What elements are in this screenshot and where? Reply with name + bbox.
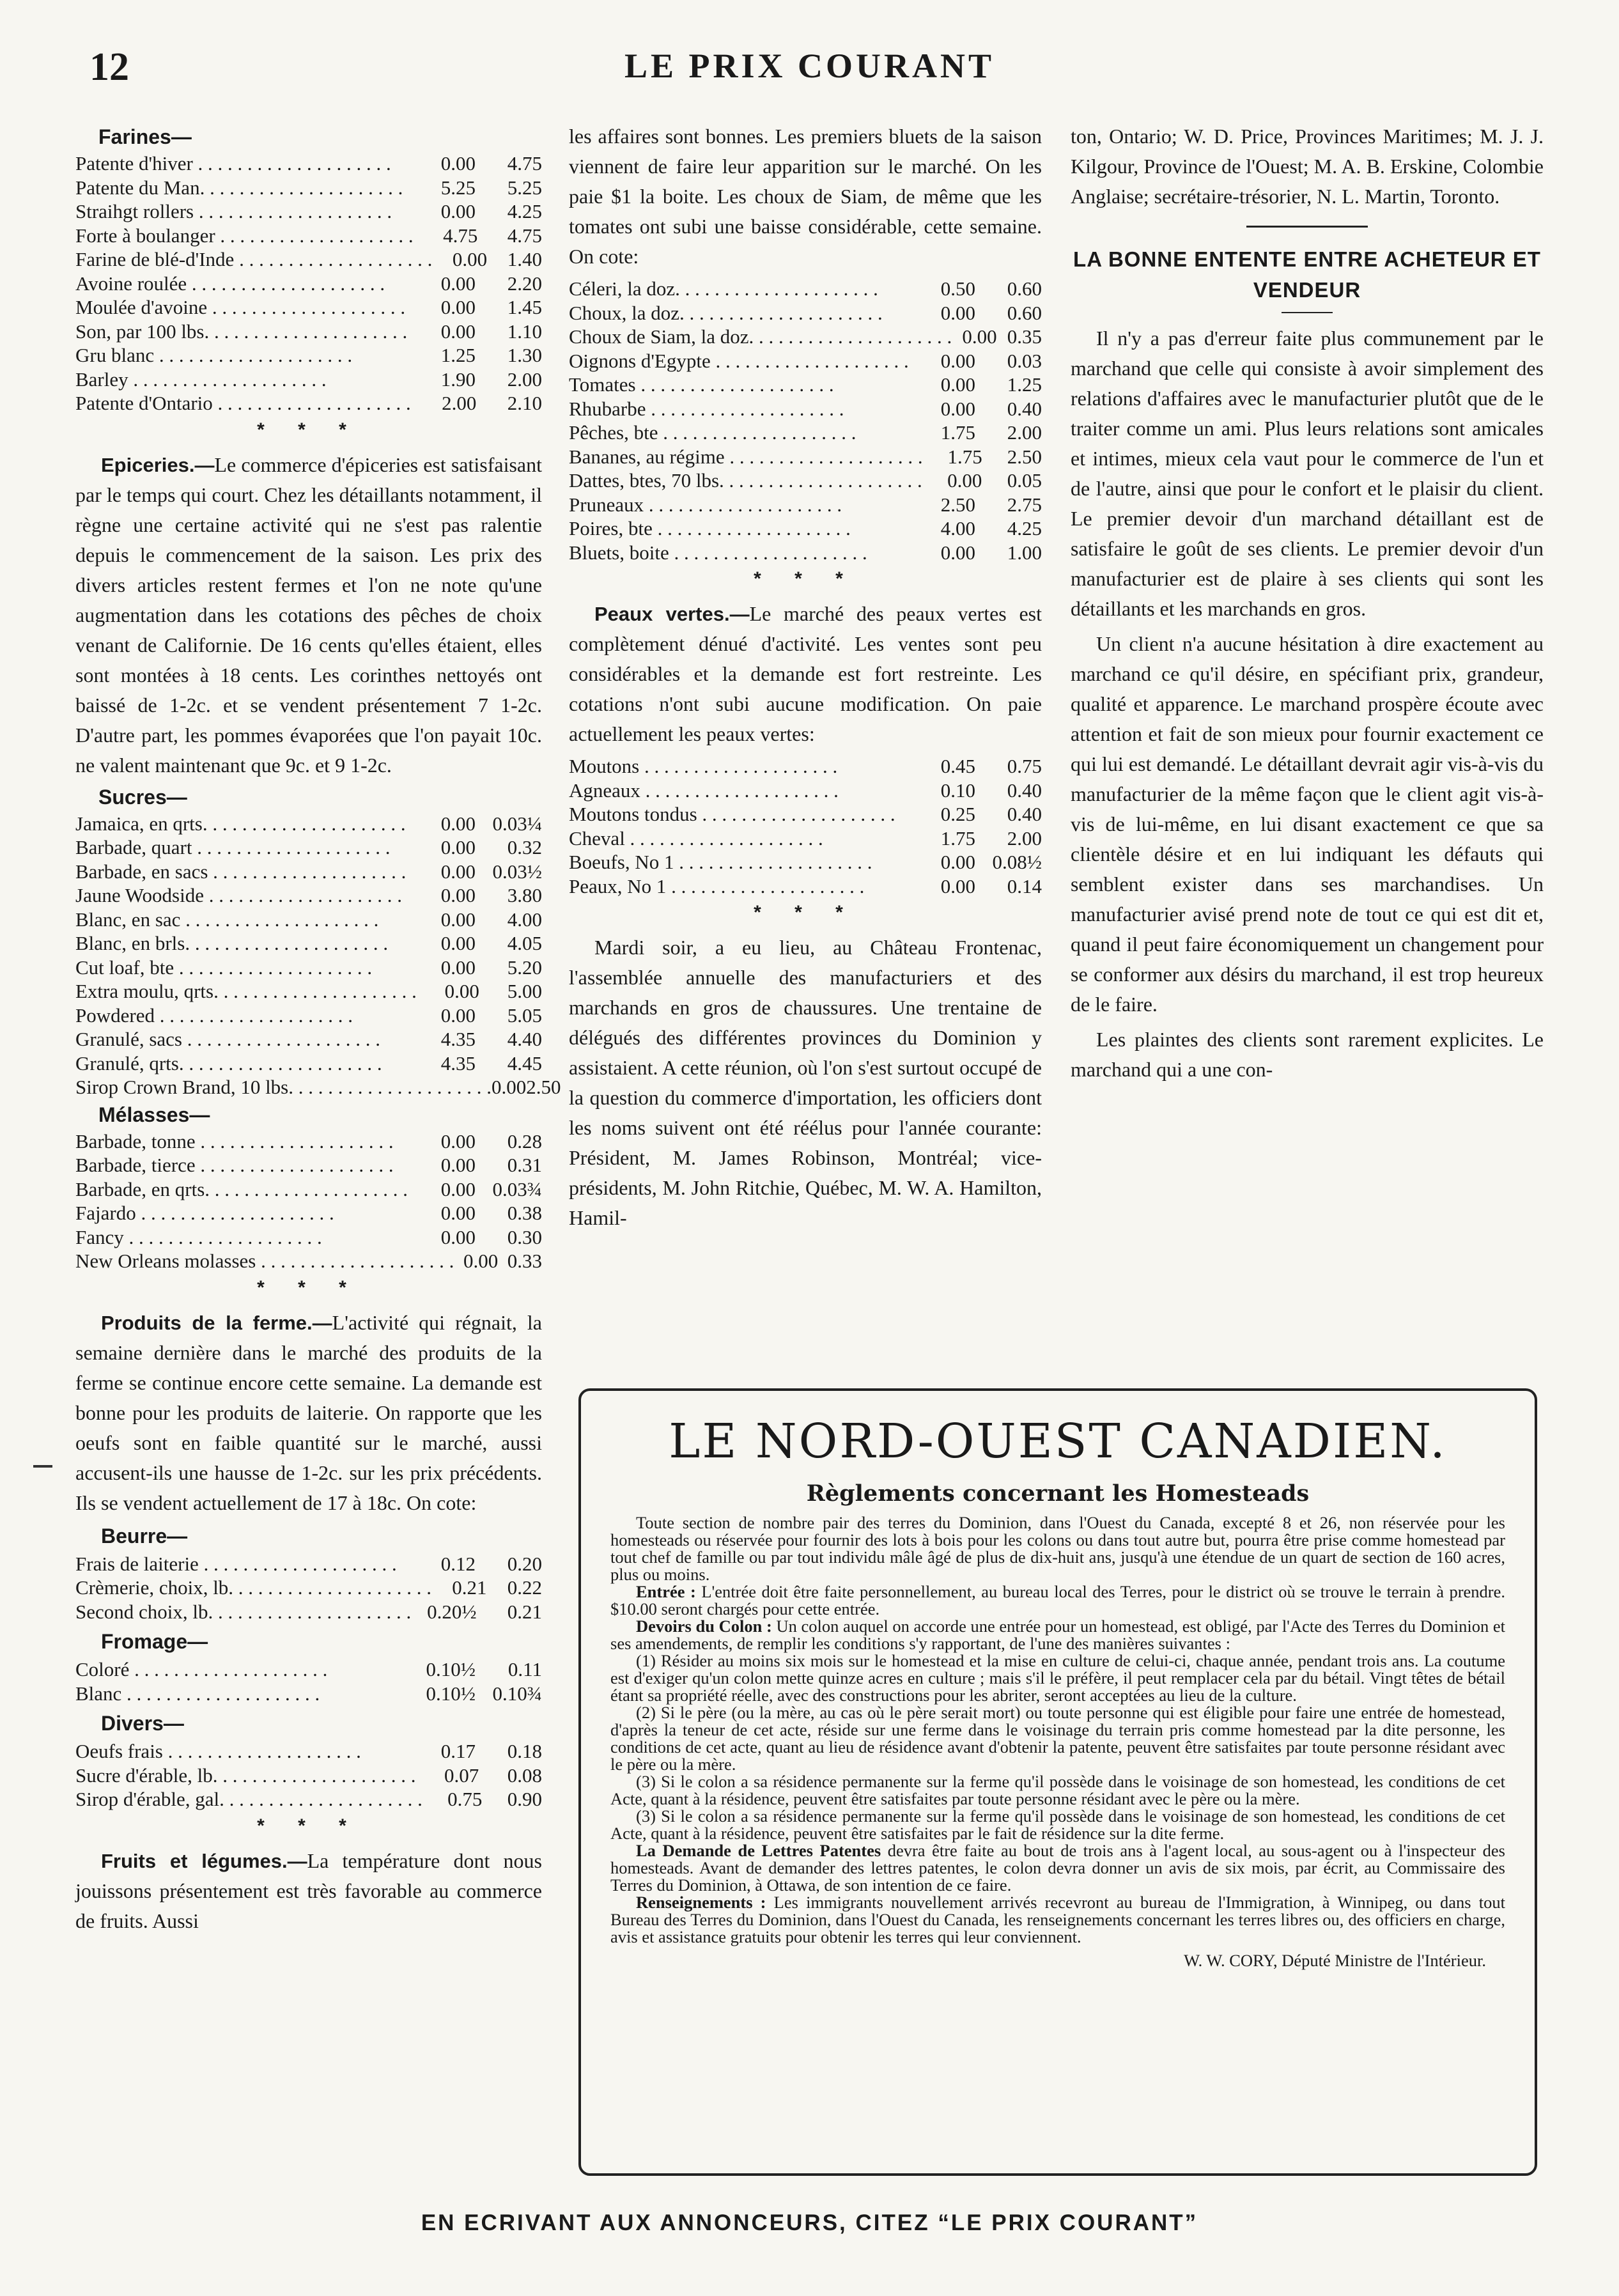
- item-label: Powdered . . . . . . . . . . . . . . . . . . . .: [75, 1004, 353, 1027]
- price-high: 4.25: [507, 200, 542, 222]
- price-low: 0.00: [440, 1177, 476, 1200]
- notice-item-1: (1) Résider au moins six mois sur le homestead et la mise en culture de celui-ci, chaque année, pendant trois ans. La coutume est d'exiger qu'un colon mette quinze acres en culture ; mais s'il le préfère, il peut remplacer cela par du bétail. Vingt têtes de bétail étant sa propriété réelle, avec des constructions pour les abriter, seront acceptées au lieu de la culture.: [610, 1651, 1505, 1705]
- item-label: Sirop d'érable, gal. . . . . . . . . . . . . . . . . . . . .: [75, 1788, 422, 1810]
- item-label: Coloré . . . . . . . . . . . . . . . . . . . .: [75, 1658, 328, 1680]
- price-high: 2.10: [507, 392, 542, 414]
- separator: * * *: [257, 419, 360, 440]
- homestead-notice-box: [578, 1388, 1537, 2176]
- price-high: 2.50: [1007, 445, 1042, 468]
- price-row: [569, 493, 1042, 517]
- price-low: 1.90: [440, 368, 476, 391]
- price-low: 0.00: [940, 301, 975, 324]
- price-row: [75, 1600, 542, 1624]
- price-low: 0.17: [440, 1740, 476, 1762]
- price-row: [569, 349, 1042, 373]
- price-row: [75, 1576, 542, 1600]
- price-row: [569, 397, 1042, 421]
- price-low: 0.00: [440, 812, 476, 835]
- price-row: [569, 754, 1042, 779]
- paragraph-text: La température dont nous jouissons présentement est très favorable au commerce de fruits. Aussi: [75, 1849, 543, 1932]
- item-label: Forte à boulanger . . . . . . . . . . . . . . . . . . . .: [75, 224, 414, 247]
- price-high: 4.75: [507, 224, 542, 247]
- item-label: Patente d'hiver . . . . . . . . . . . . . . . . . . . .: [75, 152, 391, 175]
- price-row: [75, 368, 542, 392]
- price-row: [75, 1004, 542, 1028]
- price-low: 1.75: [947, 445, 982, 468]
- price-high: 0.90: [507, 1788, 542, 1810]
- price-low: 0.20½: [427, 1600, 477, 1623]
- margin-mark: [33, 1465, 52, 1468]
- price-low: 0.00: [463, 1250, 499, 1272]
- price-high: 0.38: [507, 1202, 542, 1224]
- price-high: 0.11: [507, 1658, 542, 1680]
- item-label: Extra moulu, qrts. . . . . . . . . . . . . . . . . . . . .: [75, 980, 417, 1002]
- price-high: 1.25: [1007, 373, 1042, 396]
- item-label: Oignons d'Egypte . . . . . . . . . . . . . . . . . . . .: [569, 349, 909, 372]
- notice-text: devra être faite au bout de trois ans à l'agent local, au sous-agent ou à l'inspecteur des homesteads. Avant de demander des lettres patentes, le colon devra donner un avis de six mois, par écrit, au Commissaire des Terres du Dominion, à Ottawa, de son intention de ce faire.: [610, 1841, 1505, 1895]
- item-label: Boeufs, No 1 . . . . . . . . . . . . . . . . . . . .: [569, 851, 872, 873]
- price-row: [75, 860, 542, 884]
- column-3: [1071, 121, 1544, 1090]
- price-low: 0.45: [940, 755, 975, 777]
- item-label: Jaune Woodside . . . . . . . . . . . . . . . . . . . .: [75, 884, 402, 906]
- price-low: 0.00: [440, 908, 476, 931]
- item-label: Sucre d'érable, lb. . . . . . . . . . . . . . . . . . . . .: [75, 1764, 416, 1787]
- price-high: 4.25: [1007, 517, 1042, 539]
- price-low: 0.00: [440, 860, 476, 883]
- price-row: [75, 1657, 542, 1682]
- price-low: 0.00: [440, 1004, 476, 1027]
- price-row: [75, 151, 542, 176]
- price-low: 0.00: [440, 884, 476, 906]
- price-row: [569, 277, 1042, 301]
- price-high: 0.03¾: [492, 1177, 542, 1200]
- item-label: Avoine roulée . . . . . . . . . . . . . . . . . . . .: [75, 272, 385, 295]
- article-paragraph-2: Un client n'a aucune hésitation à dire exactement au marchand ce qu'il désire, en spécifiant prix, grandeur, qualité et apparence. Le marchand prospère écoute avec attention et fait de son mieux pour fournir exactement ce qui lui est demandé. Le détaillant devrait agir vis-à-vis du manufacturier de la même façon que le client agit vis-à-vis de lui-même, en lui disant exactement ce que sa clientèle désire et en lui indiquant les défauts qui semblent exister dans ses marchandises. Un manufacturier avisé prend note de tout ce qui est dit et, quand il peut faire économiquement un changement pour se conformer aux désirs du marchand, il est trop heureux de le faire.: [1071, 632, 1544, 1016]
- price-high: 0.31: [507, 1154, 542, 1176]
- price-row: [75, 320, 542, 344]
- item-label: Granulé, sacs . . . . . . . . . . . . . . . . . . . .: [75, 1028, 380, 1050]
- price-row: [75, 1129, 542, 1154]
- item-label: Moulée d'avoine . . . . . . . . . . . . . . . . . . . .: [75, 296, 406, 318]
- price-low: 0.00: [440, 1202, 476, 1224]
- price-high: 1.40: [507, 248, 542, 270]
- price-row: [75, 272, 542, 296]
- price-high: 0.40: [1007, 779, 1042, 802]
- paragraph-text: Le commerce d'épiceries est satisfaisant par le temps qui court. Chez les détaillants notamment, il règne une certaine activité qui ne s'est pas ralentie depuis le commencement de la saison. Les prix des divers articles restent fermes et l'on ne note qu'une augmentation dans les cotations des pêches de choix venant de Californie. De 16 cents qu'elles étaient, elles sont montées à 18 cents. Les corinthes nettoyés ont baissé de 1-2c. et se vendent présentement 7 1-2c. D'autre part, les pommes évaporées que l'on payait 10c. ne valent maintenant que 9c. et 9 1-2c.: [75, 453, 542, 777]
- item-label: Bananes, au régime . . . . . . . . . . . . . . . . . . . .: [569, 445, 923, 468]
- separator: * * *: [257, 1276, 360, 1298]
- price-low: 0.00: [452, 248, 488, 270]
- price-row: [75, 1764, 542, 1788]
- page-header: LE PRIX COURANT: [624, 47, 995, 85]
- price-table-farines: [75, 151, 542, 415]
- price-high: 2.00: [1007, 421, 1042, 444]
- price-row: [569, 541, 1042, 565]
- price-row: [75, 224, 542, 248]
- item-label: Cut loaf, bte . . . . . . . . . . . . . . . . . . . .: [75, 956, 373, 979]
- item-label: Crèmerie, choix, lb. . . . . . . . . . . . . . . . . . . . .: [75, 1576, 432, 1599]
- price-low: 0.75: [447, 1788, 483, 1810]
- item-label: Straihgt rollers . . . . . . . . . . . . . . . . . . . .: [75, 200, 392, 222]
- price-low: 0.00: [444, 980, 479, 1002]
- paragraph-fruits: [75, 1846, 542, 1936]
- price-table-peaux: [569, 754, 1042, 898]
- paragraph-text: Le marché des peaux vertes est complètement dénué d'activité. Les ventes sont peu considérables et la demande est fort restreinte. Les cotations n'ont subi aucune modification. On paie actuellement les peaux vertes:: [569, 602, 1042, 745]
- price-low: 2.00: [442, 392, 477, 414]
- notice-item-3a: (3) Si le colon a sa résidence permanente sur la ferme qu'il possède dans le voisinage de son homestead, les conditions de cet Acte, quant à la résidence, peuvent être satisfaites par toute personne résidant avec le père ou la mère.: [610, 1772, 1505, 1808]
- price-row: [75, 1027, 542, 1051]
- item-label: Blanc . . . . . . . . . . . . . . . . . . . .: [75, 1682, 320, 1705]
- notice-intro: Toute section de nombre pair des terres du Dominion, dans l'Ouest du Canada, excepté 8 et 26, non réservée pour les homesteads ou réservée pour fournir des lots à bois pour les colons ou dans tout autre but, pourra être prise comme homestead par tout chef de famille ou par tout individu mâle âgé de plus de dix-huit ans, jusqu'à une étendue de un quart de section de 160 acres, plus ou moins.: [610, 1513, 1505, 1584]
- price-row: [75, 295, 542, 320]
- price-row: [75, 979, 542, 1004]
- item-label: Bluets, boite . . . . . . . . . . . . . . . . . . . .: [569, 541, 867, 564]
- price-row: [75, 1201, 542, 1225]
- column-2: [569, 121, 1042, 1238]
- runin-title: Fruits et légumes.—: [101, 1849, 307, 1872]
- price-row: [569, 421, 1042, 445]
- price-low: 0.00: [940, 349, 975, 372]
- price-high: 0.03: [1007, 349, 1042, 372]
- item-label: Jamaica, en qrts. . . . . . . . . . . . . . . . . . . . .: [75, 812, 406, 835]
- price-high: 0.28: [507, 1129, 542, 1152]
- price-high: 0.30: [507, 1225, 542, 1248]
- page-footer: EN ECRIVANT AUX ANNONCEURS, CITEZ “LE PRIX COURANT”: [421, 2210, 1198, 2235]
- price-high: 0.33: [507, 1250, 542, 1272]
- section-title-divers: Divers—: [101, 1712, 184, 1735]
- item-label: Barbade, tierce . . . . . . . . . . . . . . . . . . . .: [75, 1154, 394, 1176]
- price-row: [569, 802, 1042, 826]
- price-low: 0.00: [940, 373, 975, 396]
- price-low: 0.00: [440, 956, 476, 979]
- item-label: Barbade, en qrts. . . . . . . . . . . . . . . . . . . . .: [75, 1177, 408, 1200]
- price-high: 0.35: [1007, 325, 1042, 348]
- paragraph-assemblee: Mardi soir, a eu lieu, au Château Frontenac, l'assemblée annuelle des manufacturiers et des marchands en gros de chaussures. Une trentaine de délégués des différentes provinces du Dominion y assistaient. A cette réunion, où l'on s'est surtout occupé de la question du commerce d'importation, les officiers dont les noms suivent ont été réélus pour l'année courante: Président, M. James Robinson, Montréal; vice-présidents, M. John Ritchie, Québec, M. W. A. Hamilton, Hamil-: [569, 936, 1042, 1229]
- column-1: [75, 121, 561, 1941]
- price-row: [569, 325, 1042, 349]
- price-low: 0.00: [940, 851, 975, 873]
- notice-renseignements: [610, 1894, 1505, 1946]
- price-high: 5.25: [507, 176, 542, 199]
- price-row: [75, 835, 542, 860]
- price-low: 0.00: [440, 272, 476, 295]
- price-low: 0.00: [440, 1129, 476, 1152]
- price-low: 0.00: [440, 320, 476, 343]
- price-low: 0.00: [962, 325, 997, 348]
- notice-label: Entrée :: [636, 1582, 696, 1601]
- price-high: 1.10: [507, 320, 542, 343]
- price-row: [75, 1787, 542, 1811]
- price-high: 4.00: [507, 908, 542, 931]
- notice-text: L'entrée doit être faite personnellement, au bureau local des Terres, pour le district où se trouve le terrain à prendre. $10.00 seront chargés pour cette entrée.: [610, 1582, 1506, 1618]
- section-title-melasses: Mélasses—: [98, 1103, 210, 1126]
- price-row: [75, 908, 542, 932]
- item-label: Choux, la doz. . . . . . . . . . . . . . . . . . . . .: [569, 301, 883, 324]
- notice-item-2: (2) Si le père (ou la mère, au cas où le père serait mort) ou toute personne qui est éligible pour faire une entrée de homestead, d'après la teneur de cet acte, réside sur une ferme dans le voisinage du terrain pris comme homestead par la dite personne, les conditions de cet acte, quant au lieu de résidence avant d'obtenir la patente, peuvent être satisfaites par toute personne résidant avec le père ou la mère.: [610, 1703, 1505, 1774]
- price-low: 4.35: [440, 1051, 476, 1074]
- price-low: 0.21: [452, 1576, 487, 1599]
- price-high: 4.75: [507, 152, 542, 175]
- price-high: 0.08: [507, 1764, 542, 1787]
- notice-label: La Demande de Lettres Patentes: [636, 1841, 881, 1860]
- price-low: 0.50: [940, 277, 975, 300]
- price-table-divers: [75, 1739, 542, 1811]
- notice-demande: [610, 1842, 1505, 1894]
- item-label: Fancy . . . . . . . . . . . . . . . . . . . .: [75, 1225, 322, 1248]
- article-paragraph-1: Il n'y a pas d'erreur faite plus communement par le marchand que celle qui consiste à avoir simplement des relations d'affaires avec le manufacturier plutôt que de le traiter comme un ami. Plus leurs relations sont amicales et intimes, mieux cela vaut pour le commerce de l'un et de l'autre, ainsi que pour le confort et le plaisir du client. Le premier devoir d'un marchand détaillant est de satisfaire le goût de ses clients. Le premier devoir d'un manufacturier est de plaire à ses clients qui sont les détaillants et les marchands en gros.: [1071, 327, 1544, 620]
- price-low: 0.00: [440, 152, 476, 175]
- price-low: 0.00: [440, 296, 476, 318]
- runin-title: Peaux vertes.—: [594, 603, 750, 625]
- article-paragraph-3: Les plaintes des clients sont rarement explicites. Le marchand qui a une con-: [1071, 1028, 1544, 1081]
- price-row: [569, 874, 1042, 899]
- section-title-fromage: Fromage—: [101, 1630, 208, 1653]
- price-row: [75, 1225, 542, 1250]
- price-row: [75, 883, 542, 908]
- price-high: 2.50: [526, 1076, 561, 1098]
- price-low: 0.10½: [426, 1682, 476, 1705]
- item-label: Pêches, bte . . . . . . . . . . . . . . . . . . . .: [569, 421, 856, 444]
- section-rule: [1246, 226, 1368, 228]
- notice-label: Renseignements :: [636, 1893, 766, 1912]
- price-row: [75, 176, 542, 200]
- price-high: 3.80: [507, 884, 542, 906]
- price-low: 0.00: [440, 1225, 476, 1248]
- price-row: [569, 301, 1042, 325]
- item-label: Fajardo . . . . . . . . . . . . . . . . . . . .: [75, 1202, 334, 1224]
- price-low: 0.25: [940, 803, 975, 825]
- price-table-sucres: [75, 812, 561, 1099]
- price-low: 0.00: [440, 1154, 476, 1176]
- price-row: [75, 1249, 542, 1273]
- item-label: Son, par 100 lbs. . . . . . . . . . . . . . . . . . . . .: [75, 320, 408, 343]
- paragraph-assemblee-continued: ton, Ontario; W. D. Price, Provinces Maritimes; M. J. J. Kilgour, Province de l'Ouest; M. A. B. Erskine, Colombie Anglaise; secrétaire-trésorier, N. L. Martin, Toronto.: [1071, 125, 1544, 208]
- item-label: Peaux, No 1 . . . . . . . . . . . . . . . . . . . .: [569, 874, 865, 897]
- item-label: Blanc, en brls. . . . . . . . . . . . . . . . . . . . .: [75, 932, 389, 954]
- price-high: 0.75: [1007, 755, 1042, 777]
- price-high: 5.20: [507, 956, 542, 979]
- price-row: [75, 1682, 542, 1706]
- price-low: 0.00: [940, 397, 975, 420]
- item-label: New Orleans molasses . . . . . . . . . . . . . . . . . . . .: [75, 1250, 454, 1272]
- price-high: 0.08½: [992, 851, 1042, 873]
- item-label: Tomates . . . . . . . . . . . . . . . . . . . .: [569, 373, 834, 396]
- price-high: 0.05: [1007, 469, 1042, 492]
- notice-entree: [610, 1583, 1505, 1618]
- title-rule: [1282, 312, 1333, 313]
- separator: * * *: [257, 1815, 360, 1836]
- price-high: 1.45: [507, 296, 542, 318]
- price-high: 0.40: [1007, 397, 1042, 420]
- price-high: 0.03½: [492, 860, 542, 883]
- price-low: 0.00: [940, 874, 975, 897]
- item-label: Barley . . . . . . . . . . . . . . . . . . . .: [75, 368, 327, 391]
- price-low: 1.75: [940, 421, 975, 444]
- price-row: [569, 469, 1042, 493]
- price-row: [75, 391, 542, 415]
- item-label: Patente du Man. . . . . . . . . . . . . . . . . . . . .: [75, 176, 403, 199]
- item-label: Dattes, btes, 70 lbs. . . . . . . . . . . . . . . . . . . . .: [569, 469, 922, 492]
- item-label: Oeufs frais . . . . . . . . . . . . . . . . . . . .: [75, 1740, 361, 1762]
- notice-text: Un colon auquel on accorde une entrée pour un homestead, est obligé, par l'Acte des Terres du Dominion et ses amendements, de remplir les conditions s'y rapportant, de l'une des manières suivantes :: [610, 1617, 1505, 1653]
- separator: * * *: [754, 902, 857, 923]
- price-row: [75, 1552, 542, 1576]
- notice-subtitle: Règlements concernant les Homesteads: [806, 1480, 1310, 1507]
- price-table-legumes: [569, 277, 1042, 564]
- price-high: 0.32: [507, 836, 542, 858]
- item-label: Moutons . . . . . . . . . . . . . . . . . . . .: [569, 755, 838, 777]
- notice-text: Les immigrants nouvellement arrivés recevront au bureau de l'Immigration, à Winnipeg, ou dans tout Bureau des Terres du Dominion, dans l'Ouest du Canada, les renseignements concernant les terres libres ou, des officiers en charge, avis et assistance gratuits pour obtenir les terres qui leur conviennent.: [610, 1893, 1505, 1946]
- price-low: 0.00: [492, 1076, 527, 1098]
- notice-devoirs: [610, 1618, 1505, 1652]
- price-high: 0.18: [507, 1740, 542, 1762]
- item-label: Agneaux . . . . . . . . . . . . . . . . . . . .: [569, 779, 839, 802]
- item-label: Farine de blé-d'Inde . . . . . . . . . . . . . . . . . . . .: [75, 248, 433, 270]
- price-low: 4.35: [440, 1028, 476, 1050]
- price-low: 4.00: [940, 517, 975, 539]
- section-title-farines: Farines—: [98, 125, 192, 148]
- price-low: 4.75: [443, 224, 478, 247]
- item-label: Barbade, tonne . . . . . . . . . . . . . . . . . . . .: [75, 1129, 394, 1152]
- price-high: 0.22: [507, 1576, 542, 1599]
- price-high: 4.45: [507, 1051, 542, 1074]
- price-row: [75, 343, 542, 368]
- notice-item-3b: (3) Si le colon a sa résidence permanente sur la ferme qu'il possède dans le voisinage de son homestead, les conditions de cet Acte, quant à la résidence, peuvent être satisfaites par le fait de résidence sur la dite ferme.: [610, 1806, 1505, 1843]
- item-label: Barbade, quart . . . . . . . . . . . . . . . . . . . .: [75, 836, 391, 858]
- item-label: Rhubarbe . . . . . . . . . . . . . . . . . . . .: [569, 397, 844, 420]
- paragraph-produits: [75, 1308, 542, 1518]
- price-high: 1.00: [1007, 541, 1042, 564]
- price-low: 2.50: [940, 493, 975, 516]
- price-row: [75, 1075, 561, 1099]
- paragraph-fruits-continued: les affaires sont bonnes. Les premiers bluets de la saison viennent de faire leur apparition sur le marché. On les paie $1 la boite. Les choux de Siam, de même que les tomates ont subi une baisse considérable, cette semaine. On cote:: [569, 125, 1042, 268]
- price-high: 0.20: [507, 1552, 542, 1575]
- price-high: 0.60: [1007, 301, 1042, 324]
- price-row: [569, 779, 1042, 803]
- page-number: 12: [89, 45, 129, 89]
- price-high: 2.75: [1007, 493, 1042, 516]
- price-low: 0.00: [940, 541, 975, 564]
- notice-signature: W. W. CORY, Député Ministre de l'Intérieur.: [1184, 1951, 1486, 1970]
- paragraph-epiceries: [75, 450, 542, 780]
- price-low: 0.12: [440, 1552, 476, 1575]
- item-label: Cheval . . . . . . . . . . . . . . . . . . . .: [569, 826, 823, 849]
- runin-title: Produits de la ferme.—: [101, 1311, 332, 1334]
- price-high: 4.40: [507, 1028, 542, 1050]
- price-row: [75, 956, 542, 980]
- runin-title: Epiceries.—: [101, 453, 215, 476]
- price-high: 0.10¾: [492, 1682, 542, 1705]
- item-label: Gru blanc . . . . . . . . . . . . . . . . . . . .: [75, 344, 353, 366]
- price-high: 0.14: [1007, 874, 1042, 897]
- price-table-fromage: [75, 1657, 542, 1705]
- price-row: [569, 850, 1042, 874]
- price-high: 4.05: [507, 932, 542, 954]
- price-high: 0.03¼: [492, 812, 542, 835]
- price-high: 0.21: [507, 1600, 542, 1623]
- price-low: 0.07: [444, 1764, 479, 1787]
- price-low: 0.00: [440, 932, 476, 954]
- price-row: [75, 199, 542, 224]
- price-high: 0.60: [1007, 277, 1042, 300]
- item-label: Poires, bte . . . . . . . . . . . . . . . . . . . .: [569, 517, 851, 539]
- price-row: [75, 1153, 542, 1177]
- item-label: Moutons tondus . . . . . . . . . . . . . . . . . . . .: [569, 803, 895, 825]
- price-high: 1.30: [507, 344, 542, 366]
- price-row: [75, 1739, 542, 1764]
- section-title-beurre: Beurre—: [101, 1524, 188, 1547]
- item-label: Sirop Crown Brand, 10 lbs. . . . . . . . . . . . . . . . . . . . .: [75, 1076, 492, 1098]
- price-low: 0.10½: [426, 1658, 476, 1680]
- item-label: Barbade, en sacs . . . . . . . . . . . . . . . . . . . .: [75, 860, 407, 883]
- price-low: 0.00: [947, 469, 982, 492]
- price-low: 0.00: [440, 200, 476, 222]
- separator: * * *: [754, 568, 857, 589]
- price-row: [569, 826, 1042, 851]
- item-label: Céleri, la doz. . . . . . . . . . . . . . . . . . . . .: [569, 277, 878, 300]
- item-label: Pruneaux . . . . . . . . . . . . . . . . . . . .: [569, 493, 842, 516]
- price-high: 5.05: [507, 1004, 542, 1027]
- price-low: 5.25: [440, 176, 476, 199]
- price-high: 5.00: [507, 980, 542, 1002]
- price-row: [75, 1051, 542, 1076]
- price-row: [569, 373, 1042, 397]
- price-high: 2.00: [1007, 826, 1042, 849]
- price-row: [569, 445, 1042, 469]
- notice-label: Devoirs du Colon :: [636, 1617, 772, 1636]
- price-low: 1.75: [940, 826, 975, 849]
- notice-title: LE NORD-OUEST CANADIEN.: [669, 1414, 1447, 1469]
- item-label: Blanc, en sac . . . . . . . . . . . . . . . . . . . .: [75, 908, 379, 931]
- price-row: [75, 247, 542, 272]
- price-row: [569, 516, 1042, 541]
- price-high: 2.20: [507, 272, 542, 295]
- price-row: [75, 931, 542, 956]
- price-low: 0.00: [440, 836, 476, 858]
- price-row: [75, 1177, 542, 1202]
- item-label: Frais de laiterie . . . . . . . . . . . . . . . . . . . .: [75, 1552, 397, 1575]
- price-table-beurre: [75, 1552, 542, 1624]
- item-label: Granulé, qrts. . . . . . . . . . . . . . . . . . . . .: [75, 1051, 382, 1074]
- price-high: 2.00: [507, 368, 542, 391]
- paragraph-text: L'activité qui régnait, la semaine dernière dans le marché des produits de la ferme se continue encore cette semaine. La demande est bonne pour les produits de laiterie. On rapporte que les oeufs sont en faible quantité sur le marché, aussi accusent-ils une hausse de 1-2c. sur les prix précédents. Ils se vendent actuellement de 17 à 18c. On cote:: [75, 1310, 543, 1514]
- price-table-melasses: [75, 1129, 542, 1273]
- price-high: 0.40: [1007, 803, 1042, 825]
- article-title: LA BONNE ENTENTE ENTRE ACHETEUR ET VENDEUR: [1073, 247, 1541, 302]
- item-label: Patente d'Ontario . . . . . . . . . . . . . . . . . . . .: [75, 392, 411, 414]
- item-label: Second choix, lb. . . . . . . . . . . . . . . . . . . . .: [75, 1600, 412, 1623]
- price-low: 0.10: [940, 779, 975, 802]
- paragraph-peaux: [569, 599, 1042, 749]
- item-label: Choux de Siam, la doz. . . . . . . . . . . . . . . . . . . . .: [569, 325, 952, 348]
- section-title-sucres: Sucres—: [98, 785, 187, 809]
- price-row: [75, 812, 542, 836]
- price-low: 1.25: [440, 344, 476, 366]
